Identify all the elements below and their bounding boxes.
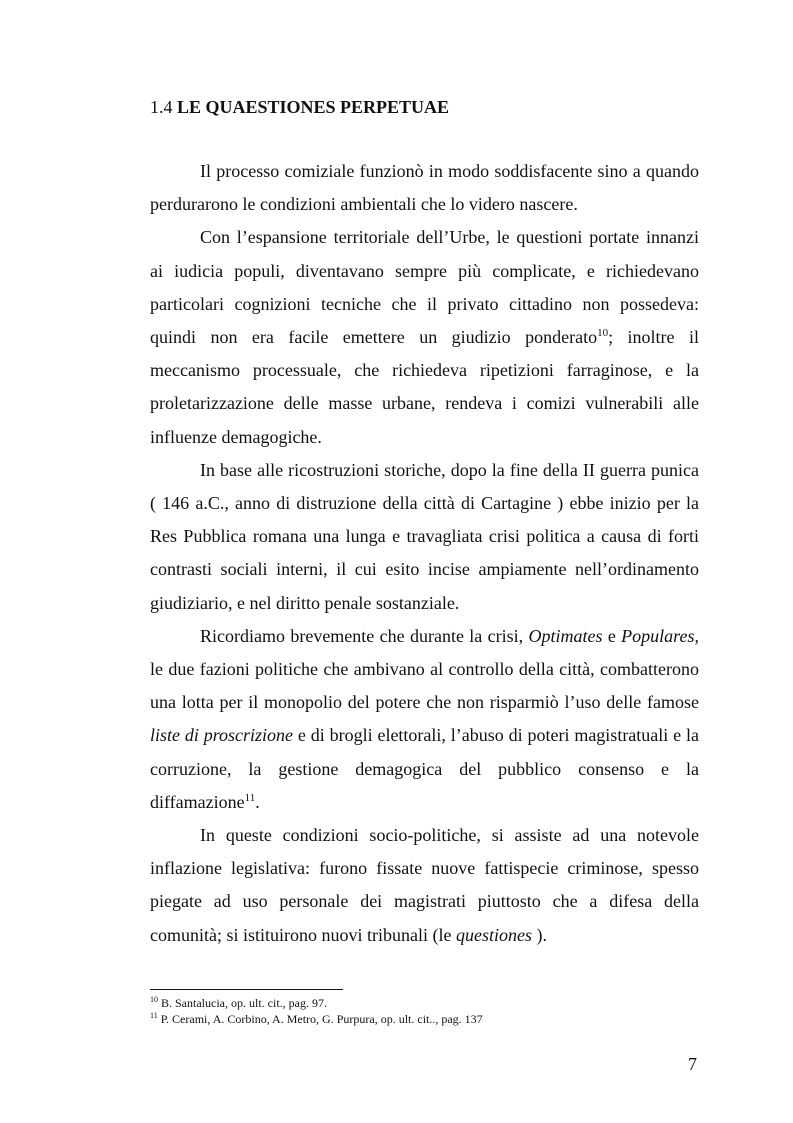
paragraph-2	[150, 221, 699, 453]
paragraph-3	[150, 454, 699, 620]
section-title: LE QUAESTIONES PERPETUAE	[177, 97, 450, 117]
paragraph-text: .	[255, 791, 260, 812]
footnotes	[150, 995, 710, 1027]
paragraph-4	[150, 620, 699, 819]
paragraph-text: e di brogli elettorali, l’abuso di poteri magistratuali e la corruzione, la gestione demagogica del pubblico consenso e la diffamazione	[150, 725, 699, 812]
footnote-divider	[150, 989, 343, 990]
footnote-10	[150, 995, 710, 1011]
italic-term: questiones	[455, 924, 532, 945]
italic-term: Populares	[621, 625, 695, 646]
footnote-ref-10: 10	[597, 327, 609, 340]
page-number: 7	[688, 1054, 697, 1074]
footnote-number: 10	[150, 995, 158, 1004]
section-heading	[150, 96, 449, 118]
italic-term: liste di proscrizione	[150, 725, 294, 746]
paragraph-text: Ricordiamo brevemente che durante la crisi,	[200, 625, 529, 646]
paragraph-5	[150, 819, 699, 952]
body-text	[150, 155, 699, 952]
paragraph-text: ; inoltre il meccanismo processuale, che richiedeva ripetizioni farraginose, e la proletarizzazione delle masse urbane, rendeva i comizi vulnerabili alle influenze demagogiche.	[150, 327, 700, 447]
paragraph-text: , le due fazioni politiche che ambivano al controllo della città, combatterono una lotta per il monopolio del potere che non risparmiò l’uso delle famose	[150, 625, 699, 713]
footnote-text: P. Cerami, A. Corbino, A. Metro, G. Purpura, op. ult. cit.., pag. 137	[157, 1012, 483, 1026]
paragraph-text: Il processo comiziale funzionò in modo soddisfacente sino a quando perdurarono le condizioni ambientali che lo videro nascere.	[150, 161, 699, 215]
footnote-11	[150, 1011, 710, 1027]
footnote-ref-11: 11	[244, 791, 256, 804]
paragraph-text: Con l’espansione territoriale dell’Urbe, le questioni portate innanzi ai iudicia populi, diventavano sempre più complicate, e richiedevano particolari cognizioni tecniche che il privato cittadino non possedeva: quindi non era facile emettere un giudizio ponderato	[150, 227, 699, 348]
paragraph-text: ).	[531, 924, 547, 945]
paragraph-text: In queste condizioni socio-politiche, si assiste ad una notevole inflazione legislativa: furono fissate nuove fattispecie criminose, spesso piegate ad uso personale dei magistrati piuttosto che a difesa della comunità; si istituirono nuovi tribunali (le	[150, 825, 699, 945]
paragraph-text: In base alle ricostruzioni storiche, dopo la fine della II guerra punica ( 146 a.C., anno di distruzione della città di Cartagine ) ebbe inizio per la Res Pubblica romana una lunga e travagliata crisi politica a causa di forti contrasti sociali interni, il cui esito incise ampiamente nell’ordinamento giudiziario, e nel diritto penale sostanziale.	[150, 459, 699, 613]
italic-term: Optimates	[528, 625, 603, 646]
footnote-number: 11	[150, 1011, 158, 1020]
footnote-text: B. Santalucia, op. ult. cit., pag. 97.	[158, 996, 327, 1010]
paragraph-text: e	[602, 625, 622, 646]
paragraph-1	[150, 155, 699, 221]
section-number: 1.4	[150, 97, 173, 117]
